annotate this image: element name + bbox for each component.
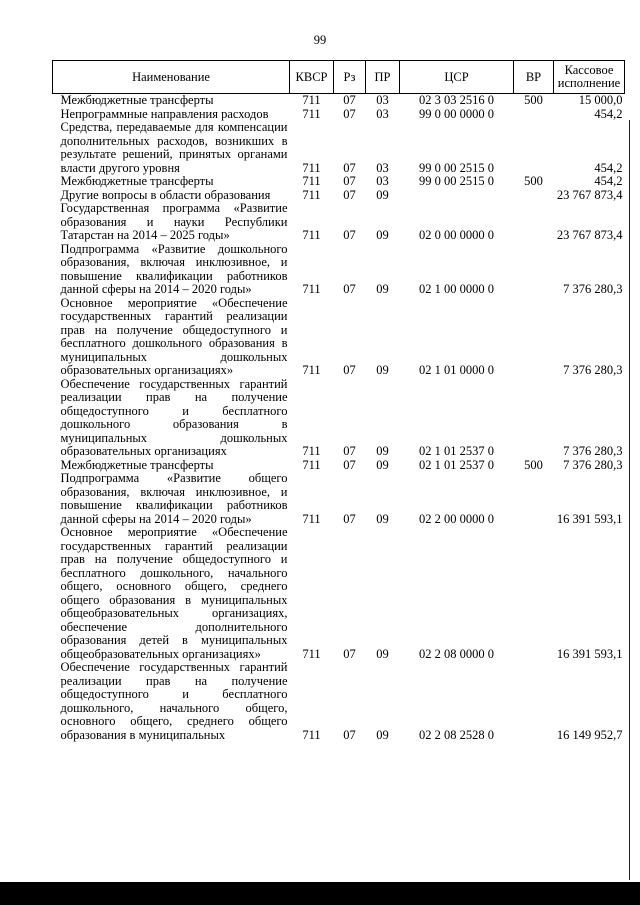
row-vr	[514, 243, 554, 297]
header-csr: ЦСР	[400, 61, 514, 94]
row-pr: 09	[376, 727, 389, 742]
row-amount: 7 376 280,3	[563, 457, 623, 472]
row-csr	[400, 189, 514, 203]
row-amount: 7 376 280,3	[563, 282, 623, 296]
row-name: Подпрограмма «Развитие общего образования, включая инклюзивное, и повышение квалификации работников данной сферы на 2014 – 2020 годы»	[60, 471, 288, 526]
row-rz: 07	[343, 93, 356, 107]
row-kvsr: 711	[302, 363, 321, 377]
header-rz: Рз	[334, 61, 366, 94]
row-vr: 500	[524, 93, 543, 107]
row-rz: 07	[343, 457, 356, 472]
row-kvsr: 711	[302, 106, 321, 121]
table-row	[53, 202, 625, 243]
row-csr: 02 1 01 2537 0	[419, 444, 494, 458]
header-kvsr: КВСР	[290, 61, 334, 94]
row-amount: 454,2	[594, 174, 623, 188]
header-pr: ПР	[366, 61, 400, 94]
row-rz: 07	[343, 160, 356, 175]
row-name: Обеспечение государственных гарантий реализации прав на получение общедоступного и бесплатного дошкольного образования в муниципальных дошкольных образовательных организациях	[60, 376, 288, 458]
row-vr	[514, 661, 554, 742]
header-vr: ВР	[514, 61, 554, 94]
row-rz: 07	[343, 187, 356, 202]
row-csr: 02 1 01 0000 0	[419, 363, 494, 377]
row-rz: 07	[343, 444, 356, 458]
row-name: Непрограммные направления расходов	[60, 106, 269, 121]
header-name: Наименование	[53, 61, 290, 94]
row-vr	[514, 526, 554, 661]
row-kvsr: 711	[302, 187, 321, 202]
row-amount: 23 767 873,4	[556, 187, 623, 202]
row-kvsr: 711	[302, 160, 321, 175]
row-csr: 02 2 08 0000 0	[419, 646, 494, 661]
row-amount: 7 376 280,3	[563, 363, 623, 377]
row-rz: 07	[343, 282, 356, 296]
header-amount-line2: исполнение	[557, 76, 621, 90]
row-rz: 07	[343, 106, 356, 121]
table-row	[53, 526, 625, 661]
row-csr: 99 0 00 0000 0	[419, 106, 494, 121]
row-kvsr: 711	[302, 457, 321, 472]
row-rz: 07	[343, 646, 356, 661]
budget-table	[52, 60, 625, 742]
row-amount: 16 149 952,7	[556, 727, 623, 742]
row-kvsr: 711	[302, 511, 321, 526]
table-row	[53, 243, 625, 297]
page-number: 99	[313, 33, 327, 47]
row-csr: 99 0 00 2515 0	[419, 174, 494, 188]
row-pr: 09	[376, 282, 389, 296]
table-header	[53, 61, 625, 94]
row-pr: 09	[376, 187, 389, 202]
row-vr: 500	[524, 457, 543, 472]
table-row	[53, 661, 625, 742]
row-vr	[514, 378, 554, 459]
row-rz: 07	[343, 174, 356, 188]
row-pr: 03	[376, 93, 389, 107]
row-name: Обеспечение государственных гарантий реализации прав на получение общедоступного и бесплатного дошкольного, начального общего, основного общего, среднего общего образования в муниципальных	[60, 660, 288, 742]
row-name: Основное мероприятие «Обеспечение государственных гарантий реализации прав на получение общедоступного и бесплатного дошкольного, начального общего, основного общего, среднего общего образования в муниципальных общеобразовательных организациях, обеспечение дополнительного образования детей в муниципальных общеобразовательных организациях»	[60, 525, 288, 661]
row-pr: 09	[376, 363, 389, 377]
row-pr: 09	[376, 444, 389, 458]
row-rz: 07	[343, 363, 356, 377]
row-kvsr: 711	[302, 174, 321, 188]
row-amount: 454,2	[594, 106, 623, 121]
row-vr	[514, 108, 554, 122]
row-pr: 03	[376, 174, 389, 188]
row-pr: 09	[376, 511, 389, 526]
row-amount: 23 767 873,4	[556, 228, 623, 242]
row-csr: 02 1 00 0000 0	[419, 282, 494, 296]
row-rz: 07	[343, 228, 356, 242]
table-body	[53, 94, 625, 743]
row-pr: 09	[376, 228, 389, 242]
table-row	[53, 94, 625, 108]
row-kvsr: 711	[302, 646, 321, 661]
row-csr: 02 2 08 2528 0	[419, 727, 494, 742]
row-amount: 15 000,0	[578, 93, 623, 107]
row-name: Межбюджетные трансферты	[60, 174, 214, 188]
row-kvsr: 711	[302, 727, 321, 742]
row-kvsr: 711	[302, 444, 321, 458]
row-vr	[514, 472, 554, 526]
table-row	[53, 121, 625, 175]
row-vr	[514, 202, 554, 243]
row-name: Подпрограмма «Развитие дошкольного образования, включая инклюзивное, и повышение квалификации работников данной сферы на 2014 – 2020 годы»	[60, 241, 288, 296]
row-name: Межбюджетные трансферты	[60, 93, 214, 107]
header-amount	[554, 61, 625, 94]
header-amount-line1: Кассовое	[564, 63, 614, 77]
row-kvsr: 711	[302, 93, 321, 107]
row-vr	[514, 121, 554, 175]
row-name: Другие вопросы в области образования	[60, 187, 271, 202]
table-row	[53, 378, 625, 459]
row-csr: 02 3 03 2516 0	[419, 93, 494, 107]
row-vr: 500	[524, 174, 543, 188]
table-row	[53, 472, 625, 526]
table-row	[53, 459, 625, 473]
table-row	[53, 297, 625, 378]
row-csr: 02 0 00 0000 0	[419, 228, 494, 242]
row-kvsr: 711	[302, 228, 321, 242]
row-csr: 02 2 00 0000 0	[419, 511, 494, 526]
row-pr: 03	[376, 160, 389, 175]
scan-bottom-border	[0, 882, 640, 905]
row-rz: 07	[343, 727, 356, 742]
table-row	[53, 108, 625, 122]
row-pr: 09	[376, 646, 389, 661]
row-pr: 09	[376, 457, 389, 472]
scan-edge-line	[629, 120, 630, 880]
row-pr: 03	[376, 106, 389, 121]
row-name: Государственная программа «Развитие образования и науки Республики Татарстан на 2014 – 2025 годы»	[60, 201, 288, 242]
row-amount: 16 391 593,1	[556, 646, 623, 661]
row-rz: 07	[343, 511, 356, 526]
row-vr	[514, 189, 554, 203]
row-vr	[514, 297, 554, 378]
row-csr: 99 0 00 2515 0	[419, 160, 494, 175]
table-row	[53, 175, 625, 189]
row-amount: 454,2	[594, 160, 623, 175]
table-row	[53, 189, 625, 203]
row-name: Основное мероприятие «Обеспечение государственных гарантий реализации прав на получение общедоступного и бесплатного дошкольного образования в муниципальных дошкольных образовательных организациях»	[60, 295, 288, 377]
row-name: Средства, передаваемые для компенсации дополнительных расходов, возникших в результате решений, принятых органами власти другого уровня	[60, 120, 288, 175]
row-amount: 16 391 593,1	[556, 511, 623, 526]
row-csr: 02 1 01 2537 0	[419, 457, 494, 472]
row-amount: 7 376 280,3	[563, 444, 623, 458]
row-kvsr: 711	[302, 282, 321, 296]
row-name: Межбюджетные трансферты	[60, 457, 214, 472]
